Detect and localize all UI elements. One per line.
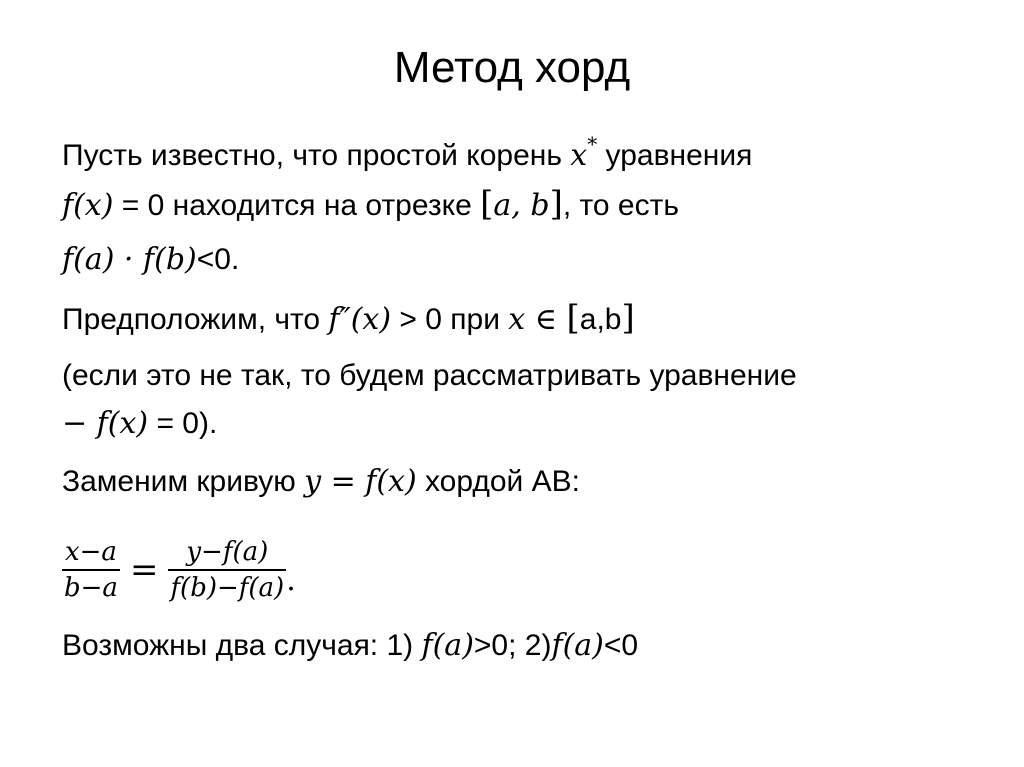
line3-text: <0. bbox=[196, 243, 240, 276]
text-line-3 bbox=[62, 240, 239, 280]
line7-curve-equation: y = f(x) bbox=[304, 464, 417, 499]
root-variable: x bbox=[570, 138, 588, 173]
text-line-1 bbox=[62, 132, 753, 176]
line4-right-bracket: ] bbox=[621, 298, 635, 338]
line9-case1-function: f(a) bbox=[421, 628, 474, 663]
line3-product: f(a) · f(b) bbox=[62, 242, 197, 277]
fraction-left-numerator: x−a bbox=[64, 537, 117, 567]
line5-text: (если это не так, то будем рассматривать уравнение bbox=[62, 359, 797, 392]
text-line-6 bbox=[62, 404, 217, 444]
line7-text-a: Заменим кривую bbox=[62, 465, 305, 498]
line1-text-a: Пусть известно, что простой корень bbox=[62, 139, 571, 172]
fraction-right-denominator: f(b)−f(a) bbox=[170, 573, 285, 603]
fraction-left-denominator: b−a bbox=[64, 573, 118, 603]
line4-second-derivative: f″(x) bbox=[328, 302, 392, 337]
line2-function: f(x) bbox=[62, 188, 114, 223]
text-line-2 bbox=[62, 184, 679, 226]
line9-text-b: >0; 2) bbox=[473, 629, 552, 662]
line9-text-c: <0 bbox=[603, 629, 639, 662]
line2-text-a: = 0 находится на отрезке bbox=[113, 189, 481, 222]
line2-right-bracket: ] bbox=[549, 184, 563, 224]
fraction-left bbox=[62, 535, 120, 605]
fraction-right-numerator: y−f(a) bbox=[186, 537, 269, 567]
text-line-5 bbox=[62, 356, 797, 396]
equals-sign: = bbox=[129, 550, 159, 590]
line9-case2-function: f(a) bbox=[551, 628, 604, 663]
fraction-right bbox=[168, 535, 286, 605]
line9-text-a: Возможны два случая: 1) bbox=[62, 629, 422, 662]
line4-variable: x bbox=[508, 302, 526, 337]
line7-text-b: хордой АВ: bbox=[416, 465, 581, 498]
text-line-7 bbox=[62, 462, 580, 502]
text-line-4 bbox=[62, 298, 635, 340]
chord-equation bbox=[62, 520, 296, 620]
line6-negated-function: − f(x) bbox=[62, 406, 149, 441]
line4-left-bracket: [ bbox=[566, 298, 580, 338]
slide-title: Метод хорд bbox=[393, 43, 631, 92]
equation-period: . bbox=[286, 563, 296, 598]
root-star: * bbox=[587, 132, 598, 156]
line2-text-b: , то есть bbox=[562, 189, 679, 222]
line4-interval: a,b bbox=[579, 303, 622, 336]
text-line-9 bbox=[62, 626, 638, 666]
line4-text-a: Предположим, что bbox=[62, 303, 329, 336]
line2-interval: a, b bbox=[493, 188, 550, 223]
line4-element-of: ∈ bbox=[525, 302, 567, 337]
line6-text: = 0). bbox=[148, 407, 218, 440]
line1-text-b: уравнения bbox=[597, 139, 753, 172]
line2-left-bracket: [ bbox=[480, 184, 494, 224]
line4-text-b: > 0 при bbox=[391, 303, 509, 336]
